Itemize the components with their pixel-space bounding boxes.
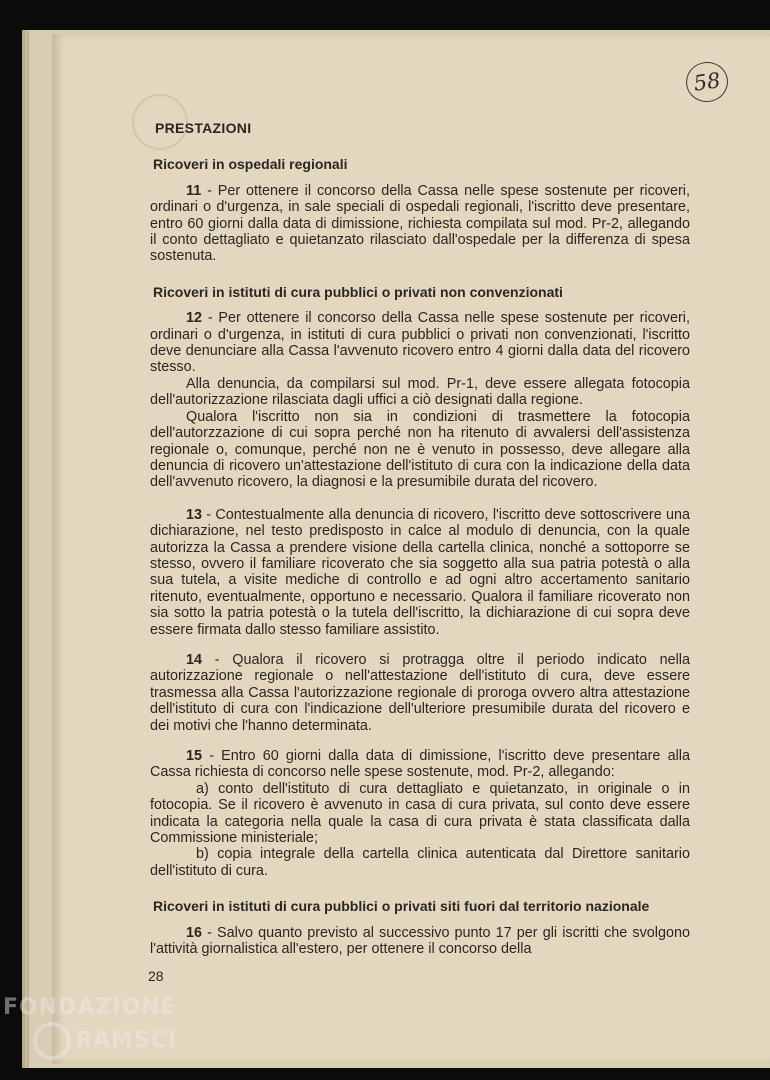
paragraph-number: 16 (186, 924, 203, 941)
paragraph-13 (150, 507, 690, 638)
paragraph-15 (150, 748, 690, 781)
page-number: 28 (148, 968, 164, 984)
paragraph-number: 11 (186, 182, 202, 199)
paragraph-text: - Qualora il ricovero si protragga oltre il periodo indicato nella autorizzazione regionale o nell'attestazione dell'istituto di cura, deve essere trasmessa alla Cassa l'autorizzazione regionale di proroga ovvero altra attestazione dell'istituto di cura con l'indicazione dell'ulteriore presumibile durata del ricovero e dei motivi che l'hanno determinata. (150, 651, 690, 734)
paragraph-text: - Contestualmente alla denuncia di ricovero, l'iscritto deve sottoscrivere una dichiarazione, nel testo predisposto in calce al modulo di denuncia, con la quale autorizza la Cassa a prendere visione della cartella clinica, nonché a sottoporre se stesso, ovvero il familiare ricoverato che sia soggetto alla sua patria potestà o alla sua tutela, a visite mediche di controllo e ad ogni altro accertamento sanitario ritenuto, eventualmente, opportuno e necessario. Qualora il familiare ricoverato non sia sotto la patria potestà o la tutela dell'iscritto, la dichiarazione di cui sopra deve essere firmata dallo stesso familiare assistito. (150, 506, 690, 638)
paragraph-number: 15 (186, 748, 203, 764)
paragraph-12-c: Qualora l'iscritto non sia in condizioni di trasmettere la fotocopia dell'autorzzazione di cui sopra perché non ha ritenuto di avvalersi dell'assistenza regionale o, comunque, perché non ne è venuto in possesso, deve allegare alla denuncia di ricovero un'attestazione dell'istituto di cura con la indicazione della data dell'avvenuto ricovero, la diagnosi e la presumibile durata del ricovero. (150, 408, 690, 491)
paragraph-12 (150, 310, 690, 376)
paragraph-15-a: a) conto dell'istituto di cura dettagliato e quietanzato, in originale o in fotocopia. Se il ricovero è avvenuto in casa di cura privata, sul conto deve essere indicata la categoria nella quale la casa di cura privata è stata classificata dalla Commissione ministeriale; (150, 780, 690, 847)
paragraph-text: - Per ottenere il concorso della Cassa nelle spese sostenute per ricoveri, ordinari o d'urgenza, in sale speciali di ospedali regionali, l'iscritto deve presentare, entro 60 giorni dalla data di dimissione, richiesta compilata sul mod. Pr-2, allegando il conto dettagliato e quietanzato rilasciato dall'ospedale per la differenza di spesa sostenuta. (150, 182, 690, 265)
paragraph-number: 14 (186, 651, 203, 668)
paragraph-text: - Salvo quanto previsto al successivo punto 17 per gli iscritti che svolgono l'attività giornalistica all'estero, per ottenere il concorso della (150, 924, 690, 958)
paragraph-15-b: b) copia integrale della cartella clinica autenticata dal Direttore sanitario dell'istituto di cura. (150, 846, 690, 879)
paragraph-14 (150, 652, 690, 734)
section-title-ospedali: Ricoveri in ospedali regionali (153, 156, 348, 173)
document-body (150, 116, 690, 957)
section-title-non-convenzionati: Ricoveri in istituti di cura pubblici o privati non convenzionati (153, 283, 563, 300)
main-heading: PRESTAZIONI (155, 120, 252, 136)
watermark-line-2: RAMSCI (75, 1028, 178, 1053)
paragraph-11 (150, 183, 690, 265)
watermark-line-1: FONDAZIONE (3, 995, 177, 1020)
paragraph-number: 13 (186, 506, 203, 523)
paragraph-16 (150, 925, 690, 958)
paragraph-12-b: Alla denuncia, da compilarsi sul mod. Pr-1, deve essere allegata fotocopia dell'autorizzazione rilasciata dagli uffici a ciò designati dalla regione. (150, 375, 690, 409)
paragraph-text: - Entro 60 giorni dalla data di dimissione, l'iscritto deve presentare alla Cassa richiesta di concorso nelle spese sostenute, mod. Pr-2, allegando: (150, 748, 690, 781)
watermark-g-icon (33, 1022, 71, 1060)
paragraph-text: - Per ottenere il concorso della Cassa nelle spese sostenute per ricoveri, ordinari o d'urgenza, in istituti di cura pubblici o privati non convenzionati, l'iscritto deve denunciare alla Cassa l'avvenuto ricovero entro 4 giorni dalla data del ricovero stesso. (150, 310, 690, 376)
page-stamp-number: 58 (692, 68, 722, 96)
watermark-logo (3, 996, 177, 1060)
section-title-estero: Ricoveri in istituti di cura pubblici o privati siti fuori dal territorio nazionale (153, 898, 650, 915)
paragraph-number: 12 (186, 310, 203, 327)
